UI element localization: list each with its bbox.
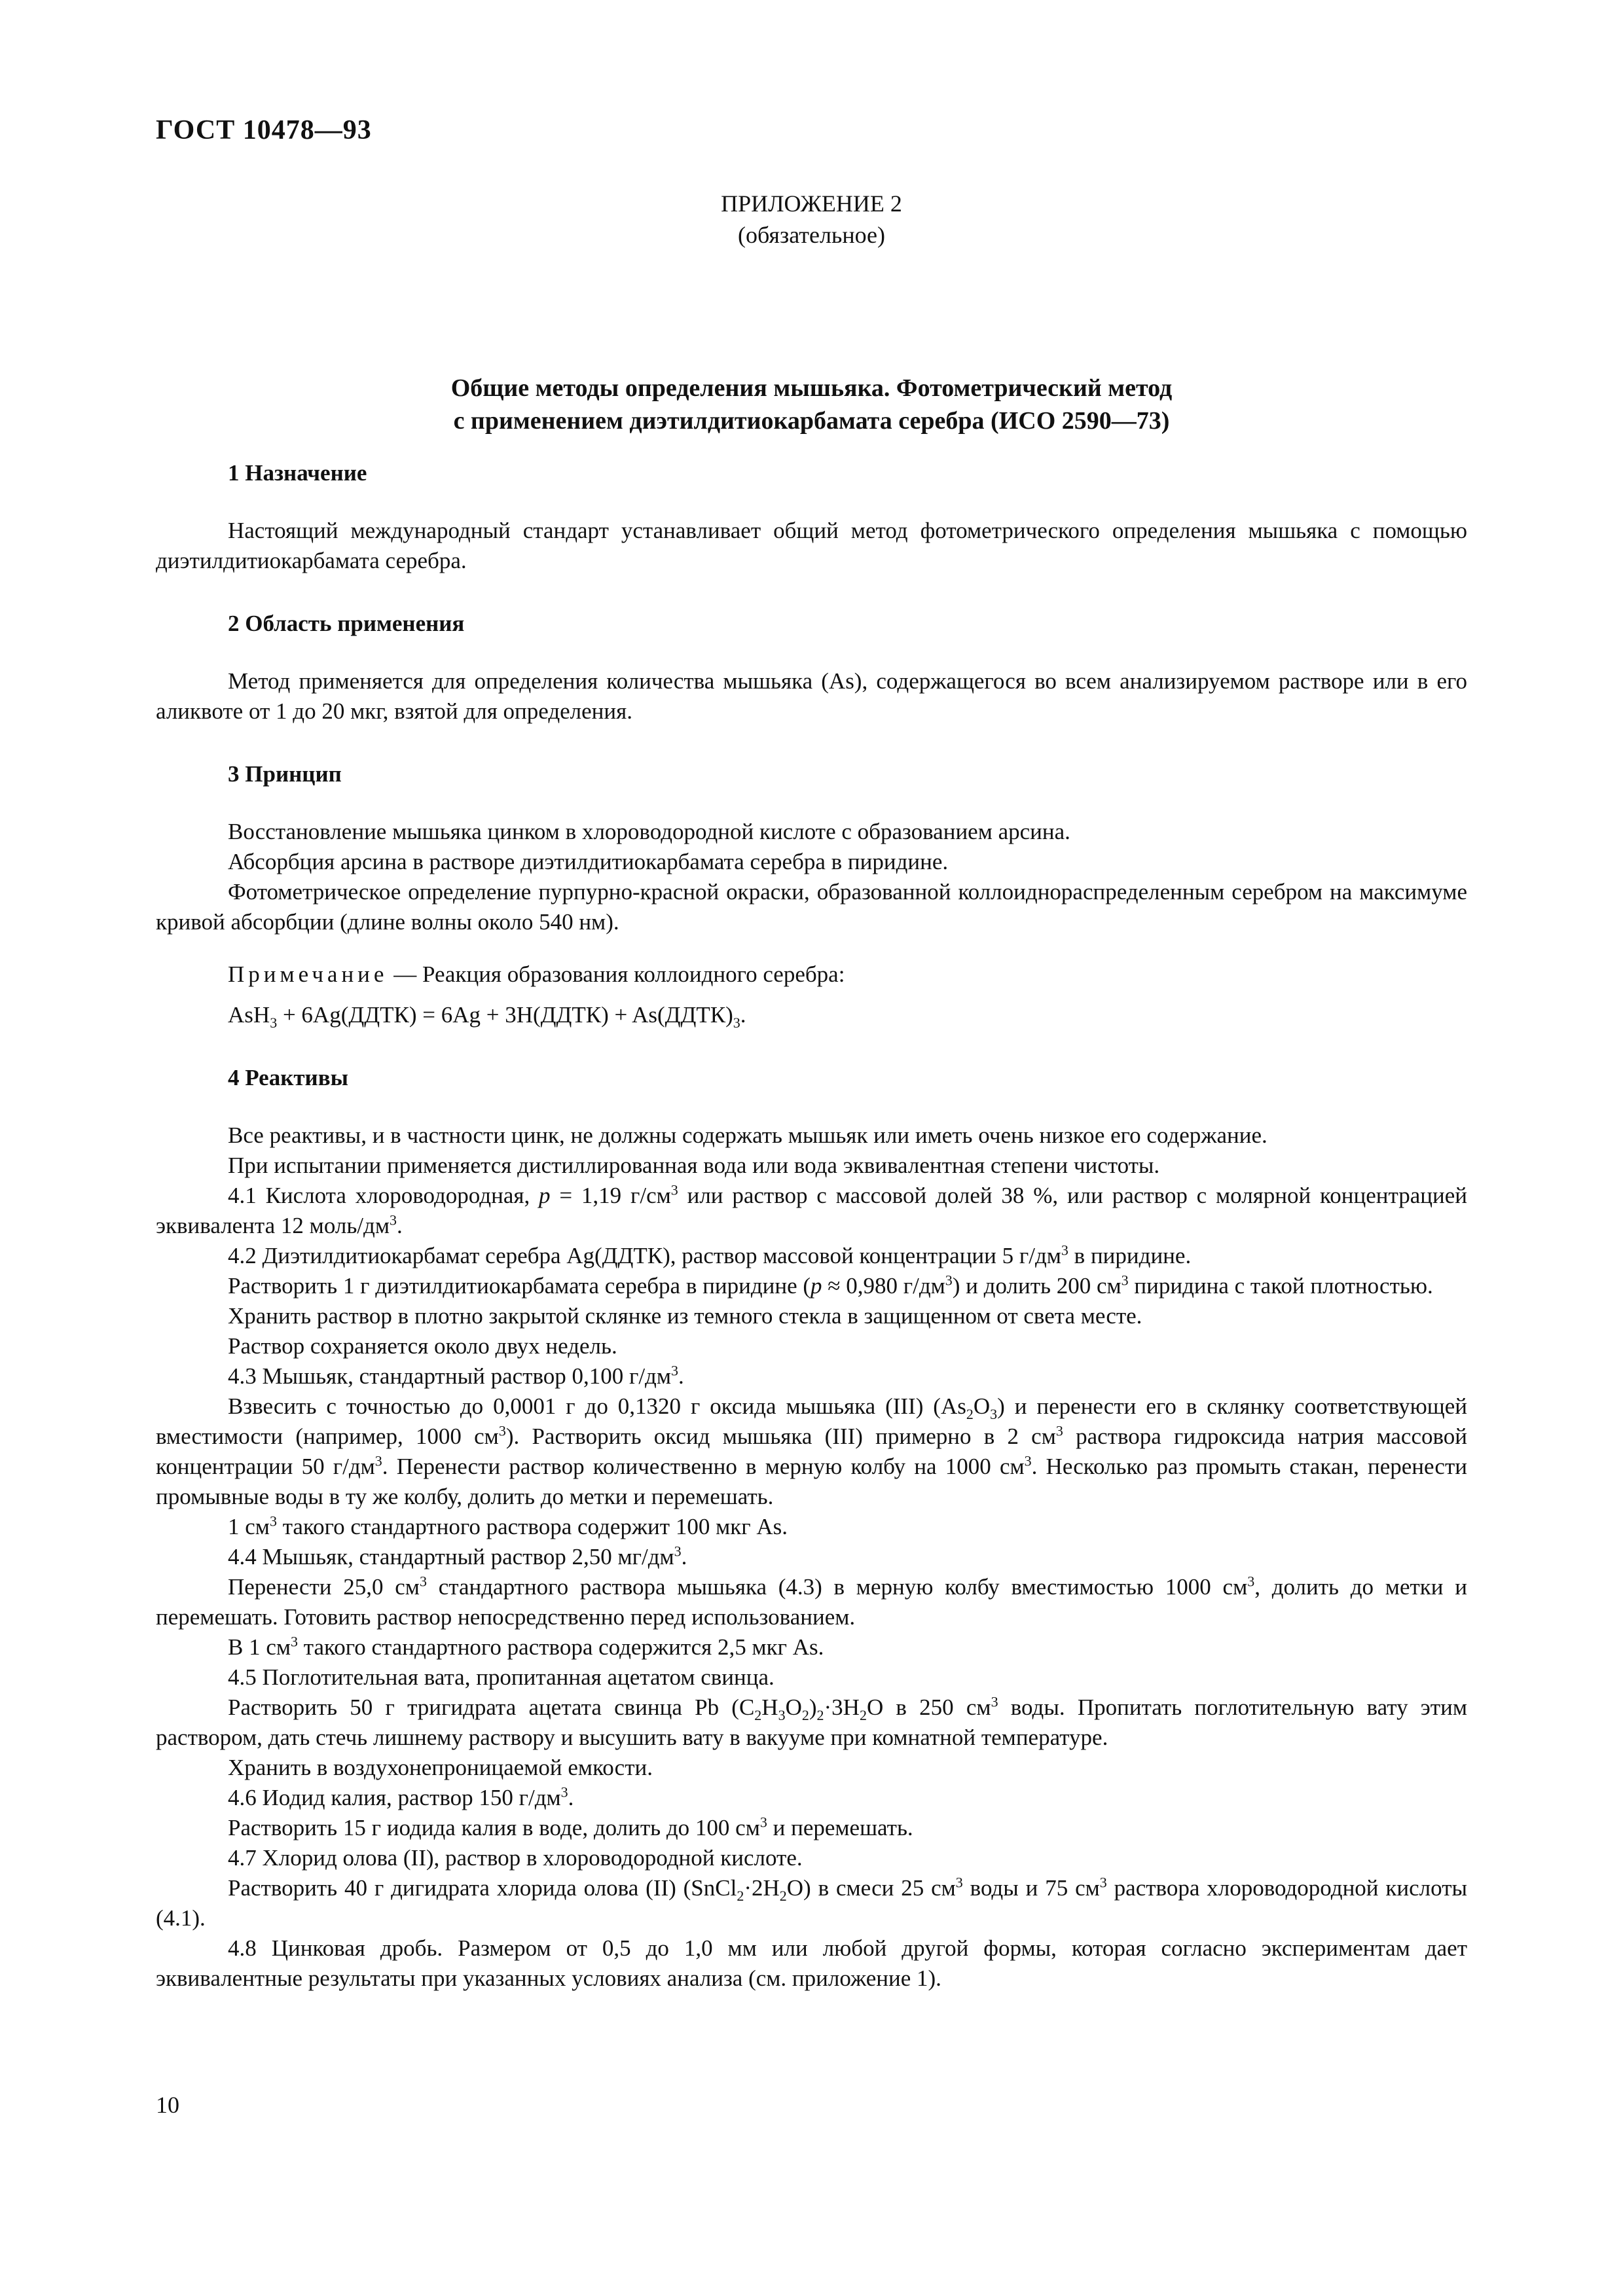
section-3-heading: 3 Принцип: [228, 761, 342, 787]
section-4-heading: 4 Реактивы: [228, 1065, 348, 1090]
reagent-4-8: 4.8 Цинковая дробь. Размером от 0,5 до 1,0 мм или любой другой формы, которая согласно экспериментам дает эквивалентные результаты при указанных условиях анализа (см. приложение 1).: [156, 1935, 1467, 1991]
page-number: 10: [156, 2092, 179, 2118]
reagent-4-7: 4.7 Хлорид олова (II), раствор в хлороводородной кислоте.: [228, 1845, 803, 1871]
principle-paragraph-1: Восстановление мышьяка цинком в хлороводородной кислоте с образованием арсина.: [228, 819, 1070, 844]
reagent-4-2-shelf-life: Раствор сохраняется около двух недель.: [228, 1333, 617, 1359]
section-2-text: Метод применяется для определения количества мышьяка (As), содержащегося во всем анализируемом растворе или в его аликвоте от 1 до 20 мкг, взятой для определения.: [156, 668, 1467, 724]
reagent-4-2: 4.2 Диэтилдитиокарбамат серебра Ag(ДДТК), раствор массовой концентрации 5 $г/дм^3$ в пиридине.: [228, 1242, 1192, 1268]
section-1-heading: 1 Назначение: [228, 460, 367, 486]
reagent-4-3-content: 1 $см^3$ такого стандартного раствора содержит 100 мкг As.: [228, 1513, 788, 1539]
document-body: [156, 458, 1467, 1994]
principle-paragraph-3: Фотометрическое определение пурпурно-красной окраски, образованной коллоиднораспределенным серебром на максимуме кривой абсорбции (длине волны около 540 нм).: [156, 879, 1467, 935]
reagent-4-5: 4.5 Поглотительная вата, пропитанная ацетатом свинца.: [228, 1664, 775, 1690]
title-line-1: Общие методы определения мышьяка. Фотометрический метод: [450, 374, 1173, 402]
reagent-4-7-prep: Растворить 40 г дигидрата хлорида олова (II) $(SnCl_2\cdot 2H_2O)$ в смеси 25 $см^3$ воды и 75 $см^3$ раствора хлороводородной кислоты (4.1).: [156, 1874, 1467, 1931]
note-label: Примечание: [228, 961, 388, 987]
reagent-4-6-prep: Растворить 15 г иодида калия в воде, долить до 100 $см^3$ и перемешать.: [228, 1814, 913, 1840]
note: [156, 960, 1467, 990]
document-title: [0, 372, 1623, 437]
principle-paragraph-2: Абсорбция арсина в растворе диэтилдитиокарбамата серебра в пиридине.: [228, 849, 949, 874]
document-id: ГОСТ 10478—93: [156, 115, 372, 145]
reagent-4-6: 4.6 Иодид калия, раствор 150 $г/дм^3$.: [228, 1784, 574, 1810]
reaction-equation: AsH$_3$ + 6Ag(ДДТК) = 6Ag + 3H(ДДТК) + $As(ДДТК)_3$.: [228, 1002, 746, 1031]
reagent-4-4-content: В 1 $см^3$ такого стандартного раствора содержится 2,5 мкг As.: [228, 1633, 824, 1660]
reagent-4-1: 4.1 Кислота хлороводородная, p = 1,19 $г/см^3$ или раствор с массовой долей 38 %, или раствор с молярной концентрацией эквивалента 12 моль/$дм^3$.: [156, 1181, 1467, 1238]
reagent-4-3-prep: Взвесить с точностью до 0,0001 г до 0,1320 г оксида мышьяка (III) $(As_2O_3)$ и перенести его в склянку соответствующей вместимости (например, 1000 $см^3$). Растворить оксид мышьяка (III) примерно в 2 $см^3$ раствора гидроксида натрия массовой концентрации 50 $г/дм^3$. Перенести раствор количественно в мерную колбу на 1000 $см^3$. Несколько раз промыть стакан, перенести промывные воды в ту же колбу, долить до метки и перемешать.: [156, 1393, 1468, 1509]
section-2-heading: 2 Область применения: [228, 611, 465, 636]
reagent-4-5-prep: Растворить 50 г тригидрата ацетата свинца Pb $(C_2H_3O_2)_2\cdot 3H_2O$ в 250 $см^3$ воды. Пропитать поглотительную вату этим раствором, дать стечь лишнему раствору и высушить вату в вакууме при комнатной температуре.: [156, 1693, 1467, 1750]
note-text: — Реакция образования коллоидного серебра:: [388, 961, 845, 987]
reagent-4-2-prep: Растворить 1 г диэтилдитиокарбамата серебра в пиридине (p ≈ 0,980 $г/дм^3$) и долить 200 $см^3$ пиридина с такой плотностью.: [228, 1272, 1433, 1299]
annex-type: (обязательное): [738, 222, 885, 248]
reagent-4-4: 4.4 Мышьяк, стандартный раствор 2,50 $мг/дм^3$.: [228, 1543, 687, 1570]
title-line-2: с применением диэтилдитиокарбамата серебра (ИСО 2590—73): [453, 407, 1170, 435]
reagent-4-4-prep: Перенести 25,0 $см^3$ стандартного раствора мышьяка (4.3) в мерную колбу вместимостью 1000 $см^3$, долить до метки и перемешать. Готовить раствор непосредственно перед использованием.: [156, 1573, 1467, 1630]
reagent-4-2-storage: Хранить раствор в плотно закрытой склянке из темного стекла в защищенном от света месте.: [228, 1303, 1142, 1329]
reagents-intro-1: Все реактивы, и в частности цинк, не должны содержать мышьяк или иметь очень низкое его содержание.: [228, 1122, 1267, 1148]
reagent-4-5-storage: Хранить в воздухонепроницаемой емкости.: [228, 1755, 653, 1780]
reagent-4-3: 4.3 Мышьяк, стандартный раствор 0,100 $г/дм^3$.: [228, 1362, 684, 1389]
annex-title: ПРИЛОЖЕНИЕ 2: [721, 190, 902, 217]
section-1-text: Настоящий международный стандарт устанавливает общий метод фотометрического определения мышьяка с помощью диэтилдитиокарбамата серебра.: [156, 518, 1467, 573]
reagents-intro-2: При испытании применяется дистиллированная вода или вода эквивалентная степени чистоты.: [228, 1153, 1160, 1178]
